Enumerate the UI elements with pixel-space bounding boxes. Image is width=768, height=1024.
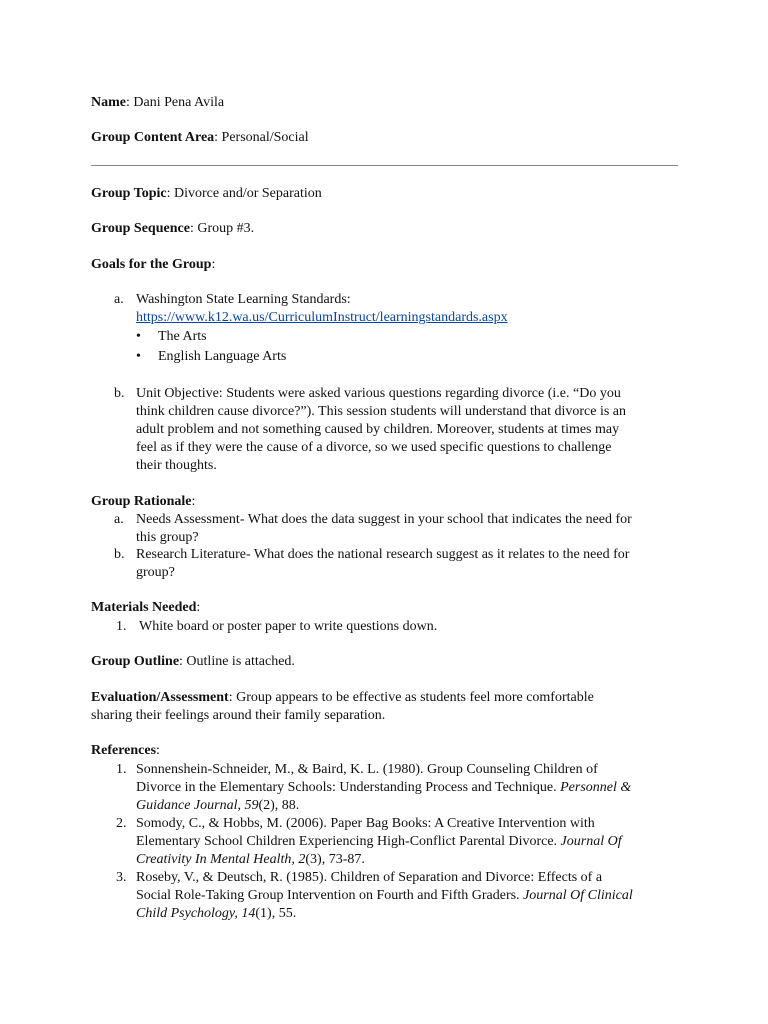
materials-heading: Materials Needed: — [91, 600, 201, 615]
group-topic-line: Group Topic: Divorce and/or Separation — [91, 186, 322, 201]
goals-heading: Goals for the Group: — [91, 257, 216, 272]
horizontal-divider — [91, 165, 678, 166]
learning-standards-link[interactable]: https://www.k12.wa.us/CurriculumInstruct/learningstandards.aspx — [136, 310, 508, 325]
bullet-dot: • — [136, 329, 141, 344]
group-sequence-line: Group Sequence: Group #3. — [91, 221, 255, 236]
rationale-heading: Group Rationale: — [91, 494, 196, 509]
bullet-dot: • — [136, 349, 141, 364]
name-line: Name: Dani Pena Avila — [91, 95, 225, 110]
group-outline-line: Group Outline: Outline is attached. — [91, 654, 295, 669]
content-area-line: Group Content Area: Personal/Social — [91, 130, 309, 145]
references-heading: References: — [91, 743, 160, 758]
document-page: Name: Dani Pena Avila Group Content Area: Personal/Social Group Topic: Divorce and/or Separation Group Sequence: Group #3. Goals for the Group: a. Washington State Learning Standards: https://www.k12.wa.us/CurriculumInstruct/learningstandards.aspx • The Arts • English Language Arts b. Unit Objective: Students were asked various questions regarding divorce (i.e. “Do you think children cause divorce?”). This session students will understand that divorce is an adult problem and not something caused by children. Moreover, students at times may feel as if they were the cause of a divorce, so we used specific questions to challenge their thoughts. Group Rationale: a. Needs Assessment- What does the data suggest in your school that indicates the need for this group? b. Research Literature- What does the national research suggest as it relates to the need for group? Materials Needed: 1. White board or poster paper to write questions down. Group Outline: Outline is attached. Evaluation/Assessment: Group appears to be effective as students feel more comfortable sharing their feelings around their family separation. References: 1. Sonnenshein-Schneider, M., & Baird, K. L. (1980). Group Counseling Children of Divorce in the Elementary Schools: Understanding Process and Technique. Personnel & Guidance Journal, 59(2), 88. 2. Somody, C., & Hobbs, M. (2006). Paper Bag Books: A Creative Intervention with Elementary School Children Experiencing High-Conflict Parental Divorce. Journal Of Creativity In Mental Health, 2(3), 73-87. 3. Roseby, V., & Deutsch, R. (1985). Children of Separation and Divorce: Effects of a Social Role-Taking Group Intervention on Fourth and Fifth Graders. Journal Of Clinical Child Psychology, 14(1), 55. — [0, 0, 768, 1024]
